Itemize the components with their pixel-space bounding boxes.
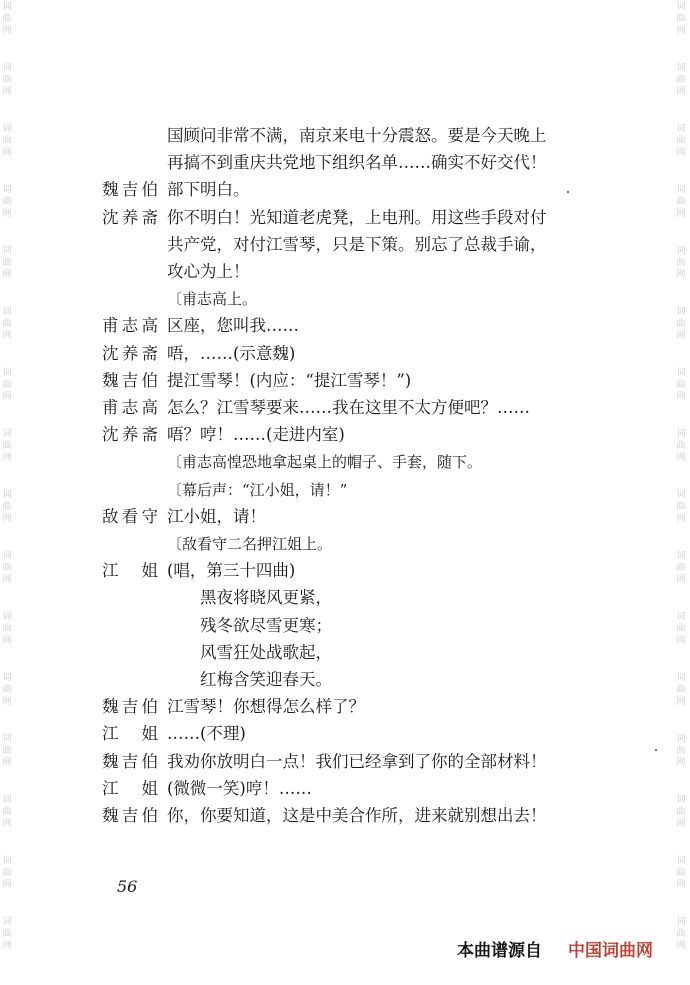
dialogue-text: 提江雪琴！(内应：“提江雪琴！”) [167,370,412,390]
watermark-char: 曲 [2,319,12,329]
watermark-char: 网 [2,636,12,646]
stage-direction: 〔甫志高惶恐地拿起桌上的帽子、手套，随下。 [167,453,483,472]
watermark-char: 词 [2,795,12,805]
watermark-char: 曲 [2,380,12,390]
watermark-char: 词 [676,185,686,195]
watermark-char: 词 [676,551,686,561]
speaker-name: 江姐 [102,561,158,581]
watermark-char: 词 [676,429,686,439]
watermark-char: 曲 [676,380,686,390]
watermark-char: 词 [676,246,686,256]
watermark-char: 网 [2,697,12,707]
watermark-char: 曲 [676,868,686,878]
speaker-name: 甫志高 [102,398,158,417]
watermark-char: 曲 [2,807,12,817]
watermark-char: 词 [2,551,12,561]
watermark-char: 网 [676,209,686,219]
watermark-char: 曲 [2,502,12,512]
watermark-char: 曲 [676,502,686,512]
speaker-name: 魏吉伯 [102,180,158,200]
watermark-char: 曲 [2,258,12,268]
watermark-char: 曲 [676,685,686,695]
watermark-char: 词 [2,368,12,378]
watermark-char: 网 [676,880,686,890]
watermark-char: 网 [676,148,686,158]
watermark-char: 网 [676,270,686,280]
watermark-char: 网 [676,392,686,402]
watermark-char: 曲 [2,868,12,878]
watermark-char: 词 [676,795,686,805]
watermark-char: 曲 [2,75,12,85]
watermark-char: 曲 [676,319,686,329]
watermark-char: 曲 [676,624,686,634]
watermark-char: 曲 [676,136,686,146]
footer-source-label: 本曲谱源自 [457,941,542,961]
watermark-char: 词 [2,307,12,317]
speaker-name: 沈养斋 [102,207,158,227]
watermark-column-right [674,0,688,985]
watermark-column-left [0,0,14,985]
watermark-char: 词 [676,856,686,866]
dialogue-text: 江小姐，请！ [167,506,266,526]
watermark-char: 词 [2,917,12,927]
watermark-char: 词 [2,246,12,256]
watermark-char: 网 [676,819,686,829]
watermark-char: 词 [676,63,686,73]
watermark-char: 网 [2,819,12,829]
watermark-char: 词 [676,368,686,378]
watermark-char: 词 [2,2,12,12]
watermark-char: 网 [676,331,686,341]
scan-speck [655,749,657,751]
speaker-name: 沈养斋 [102,425,158,445]
watermark-char: 网 [2,514,12,524]
watermark-char: 网 [676,758,686,768]
dialogue-text: (微微一笑)哼！…… [167,778,312,798]
dialogue-text: 攻心为上！ [167,262,250,281]
watermark-char: 曲 [2,441,12,451]
watermark-char: 词 [2,185,12,195]
speaker-name: 甫志高 [102,316,158,336]
dialogue-text: 风雪狂处战歌起， [167,642,332,662]
watermark-char: 词 [2,429,12,439]
dialogue-text: (唱，第三十四曲) [167,561,296,581]
watermark-char: 曲 [2,746,12,756]
watermark-char: 网 [676,453,686,463]
watermark-char: 网 [676,941,686,951]
watermark-char: 网 [2,209,12,219]
watermark-char: 曲 [2,14,12,24]
dialogue-text: 你不明白！光知道老虎凳，上电刑。用这些手段对付 [167,207,547,227]
watermark-char: 词 [676,2,686,12]
watermark-char: 词 [676,917,686,927]
watermark-char: 词 [2,63,12,73]
watermark-char: 词 [676,734,686,744]
watermark-char: 曲 [676,14,686,24]
watermark-char: 词 [676,124,686,134]
watermark-char: 网 [676,697,686,707]
watermark-char: 曲 [676,197,686,207]
dialogue-text: 共产党，对付江雪琴，只是下策。别忘了总裁手谕， [167,234,547,254]
speaker-name: 沈养斋 [102,343,158,363]
speaker-name: 魏吉伯 [102,806,158,825]
watermark-char: 曲 [676,75,686,85]
watermark-char: 曲 [676,929,686,939]
scan-speck [567,191,569,193]
watermark-char: 网 [2,575,12,585]
page-number: 56 [117,877,138,896]
watermark-char: 曲 [2,136,12,146]
dialogue-text: 再搞不到重庆共党地下组织名单……确实不好交代！ [167,153,547,173]
watermark-char: 曲 [2,197,12,207]
dialogue-text: 江雪琴！你想得怎么样了？ [167,697,365,717]
speaker-name: 魏吉伯 [102,697,158,717]
watermark-char: 词 [676,307,686,317]
watermark-char: 词 [2,612,12,622]
dialogue-text: 唔，……(示意魏) [167,343,296,363]
watermark-char: 网 [676,87,686,97]
watermark-char: 网 [676,636,686,646]
watermark-char: 网 [2,392,12,402]
watermark-char: 网 [2,331,12,341]
speaker-name: 魏吉伯 [102,751,158,771]
dialogue-text: 区座，您叫我…… [167,316,299,336]
dialogue-text: 黑夜将晓风更紧， [167,588,332,608]
dialogue-text: 红梅含笑迎春天。 [167,670,332,689]
watermark-char: 网 [2,453,12,463]
speaker-name: 江姐 [102,724,158,744]
watermark-char: 词 [2,673,12,683]
dialogue-text: ……(不理) [167,724,246,744]
watermark-char: 词 [676,673,686,683]
watermark-char: 曲 [676,807,686,817]
watermark-char: 曲 [676,746,686,756]
watermark-char: 曲 [676,563,686,573]
speaker-name: 江姐 [102,778,158,798]
stage-direction: 〔幕后声：“江小姐，请！” [167,480,348,499]
speaker-name: 魏吉伯 [102,370,158,390]
watermark-char: 曲 [2,929,12,939]
footer-site-link[interactable]: 中国词曲网 [568,941,653,961]
dialogue-text: 怎么？江雪琴要来……我在这里不太方便吧？…… [167,398,530,417]
watermark-char: 曲 [2,624,12,634]
watermark-char: 词 [676,612,686,622]
watermark-char: 网 [676,514,686,524]
dialogue-text: 部下明白。 [167,180,250,200]
watermark-char: 曲 [676,441,686,451]
watermark-char: 词 [2,490,12,500]
stage-direction: 〔敌看守二名押江姐上。 [167,535,333,553]
watermark-char: 网 [2,148,12,158]
speaker-name: 敌看守 [102,506,158,526]
watermark-char: 网 [2,26,12,36]
watermark-char: 曲 [676,258,686,268]
watermark-char: 词 [676,490,686,500]
watermark-char: 词 [2,856,12,866]
stage-direction: 〔甫志高上。 [167,290,258,309]
watermark-char: 曲 [2,685,12,695]
watermark-char: 词 [2,124,12,134]
watermark-char: 曲 [2,563,12,573]
watermark-char: 词 [2,734,12,744]
dialogue-text: 残冬欲尽雪更寒； [167,615,332,635]
dialogue-text: 国顾问非常不满，南京来电十分震怒。要是今天晚上 [167,126,547,145]
watermark-char: 网 [676,575,686,585]
watermark-char: 网 [2,758,12,768]
watermark-char: 网 [2,270,12,280]
watermark-char: 网 [2,87,12,97]
watermark-char: 网 [2,880,12,890]
dialogue-text: 唔？哼！……(走进内室) [167,425,345,445]
watermark-char: 网 [2,941,12,951]
dialogue-text: 我劝你放明白一点！我们已经拿到了你的全部材料！ [167,751,547,771]
watermark-char: 网 [676,26,686,36]
dialogue-text: 你，你要知道，这是中美合作所，进来就别想出去！ [167,806,547,825]
